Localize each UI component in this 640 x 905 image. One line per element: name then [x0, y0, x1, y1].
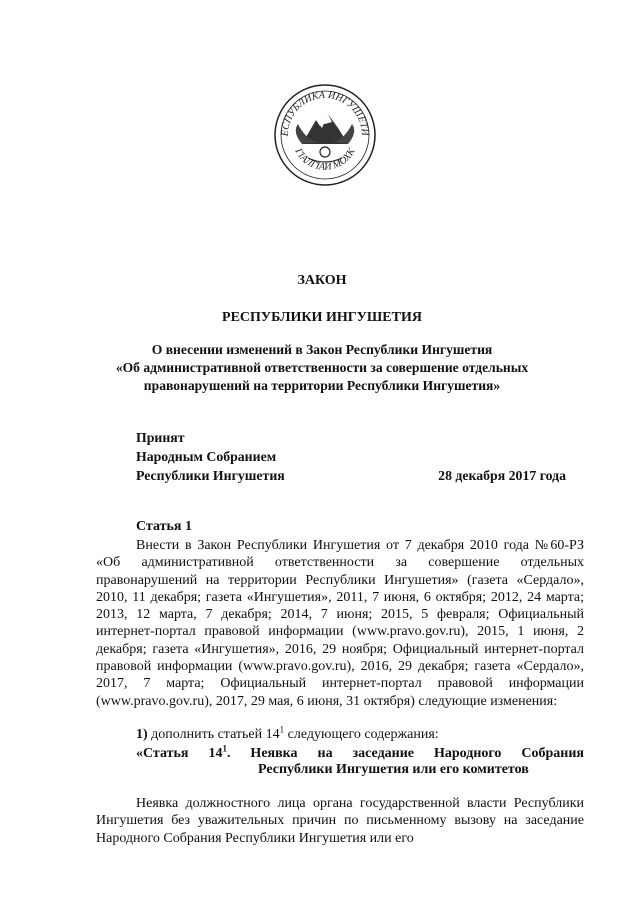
new-article-title-b: . Неявка на заседание Народного Собрания: [226, 746, 584, 761]
ingushetia-coat-of-arms-icon: [272, 82, 378, 188]
new-article-text: Неявка должностного лица органа государственной власти Республики Ингушетия без уважительных причин по письменному вызову на заседание Народного Собрания Республики Ингушетия или его: [96, 796, 584, 846]
adoption-block: [136, 428, 568, 485]
law-title: ЗАКОН: [297, 273, 347, 288]
law-subtitle: [96, 341, 548, 395]
adoption-date: 28 декабря 2017 года: [438, 468, 566, 483]
svg-text:ГIАЛГIАЙ МОХК: ГIАЛГIАЙ МОХК: [292, 146, 358, 173]
adoption-line-1: Принят: [136, 430, 185, 445]
item-sup: 1: [279, 724, 285, 735]
adoption-line-3: Республики Ингушетия: [136, 468, 285, 483]
subtitle-line-3: правонарушений на территории Республики Ингушетия»: [143, 378, 501, 393]
new-article-sup: 1: [222, 743, 227, 754]
new-article-title-a: «Статья 14: [136, 746, 223, 761]
item-text-a: дополнить статьей 14: [151, 727, 280, 742]
new-article-title-c: Республики Ингушетия или его комитетов: [258, 762, 529, 777]
amendment-item-1: [136, 724, 439, 743]
subtitle-line-2: «Об административной ответственности за совершение отдельных: [115, 360, 529, 375]
item-number: 1): [136, 727, 148, 742]
item-text-b: следующего содержания:: [287, 727, 439, 742]
svg-text:РЕСПУБЛИКА ИНГУШЕТИЯ: ЕСПУБЛИКА ИНГУШЕТИ: [279, 89, 371, 137]
adoption-line-2: Народным Собранием: [136, 449, 277, 464]
coat-of-arms-seal: [272, 82, 378, 188]
article-1-text: Внести в Закон Республики Ингушетия от 7 декабря 2010 года №60-РЗ «Об административной ответственности за совершение отдельных правонарушений на территории Республики Ингушетия» (газета «Сердало», 2010, 11 декабря; газета «Ингушетия», 2011, 7 июня, 6 октября; 2012, 24 марта; 2013, 12 марта, 7 декабря; 2014, 7 июня; 2015, 5 февраля; Официальный интернет-портал правовой информации (www.pravo.gov.ru), 2015, 1 июня, 2 декабря; газета «Ингушетия», 2016, 29 ноября; Официальный интернет-портал правовой информации (www.pravo.gov.ru), 2016, 29 декабря; газета «Сердало», 2017, 7 марта; Официальный интернет-портал правовой информации (www.pravo.gov.ru), 2017, 29 мая, 6 июня, 31 октября) следующие изменения:: [96, 538, 584, 709]
new-article-title: [136, 745, 584, 763]
article-1-title: Статья 1: [136, 519, 192, 534]
subtitle-line-1: О внесении изменений в Закон Республики Ингушетия: [151, 342, 493, 357]
republic-title: РЕСПУБЛИКИ ИНГУШЕТИЯ: [222, 310, 422, 325]
